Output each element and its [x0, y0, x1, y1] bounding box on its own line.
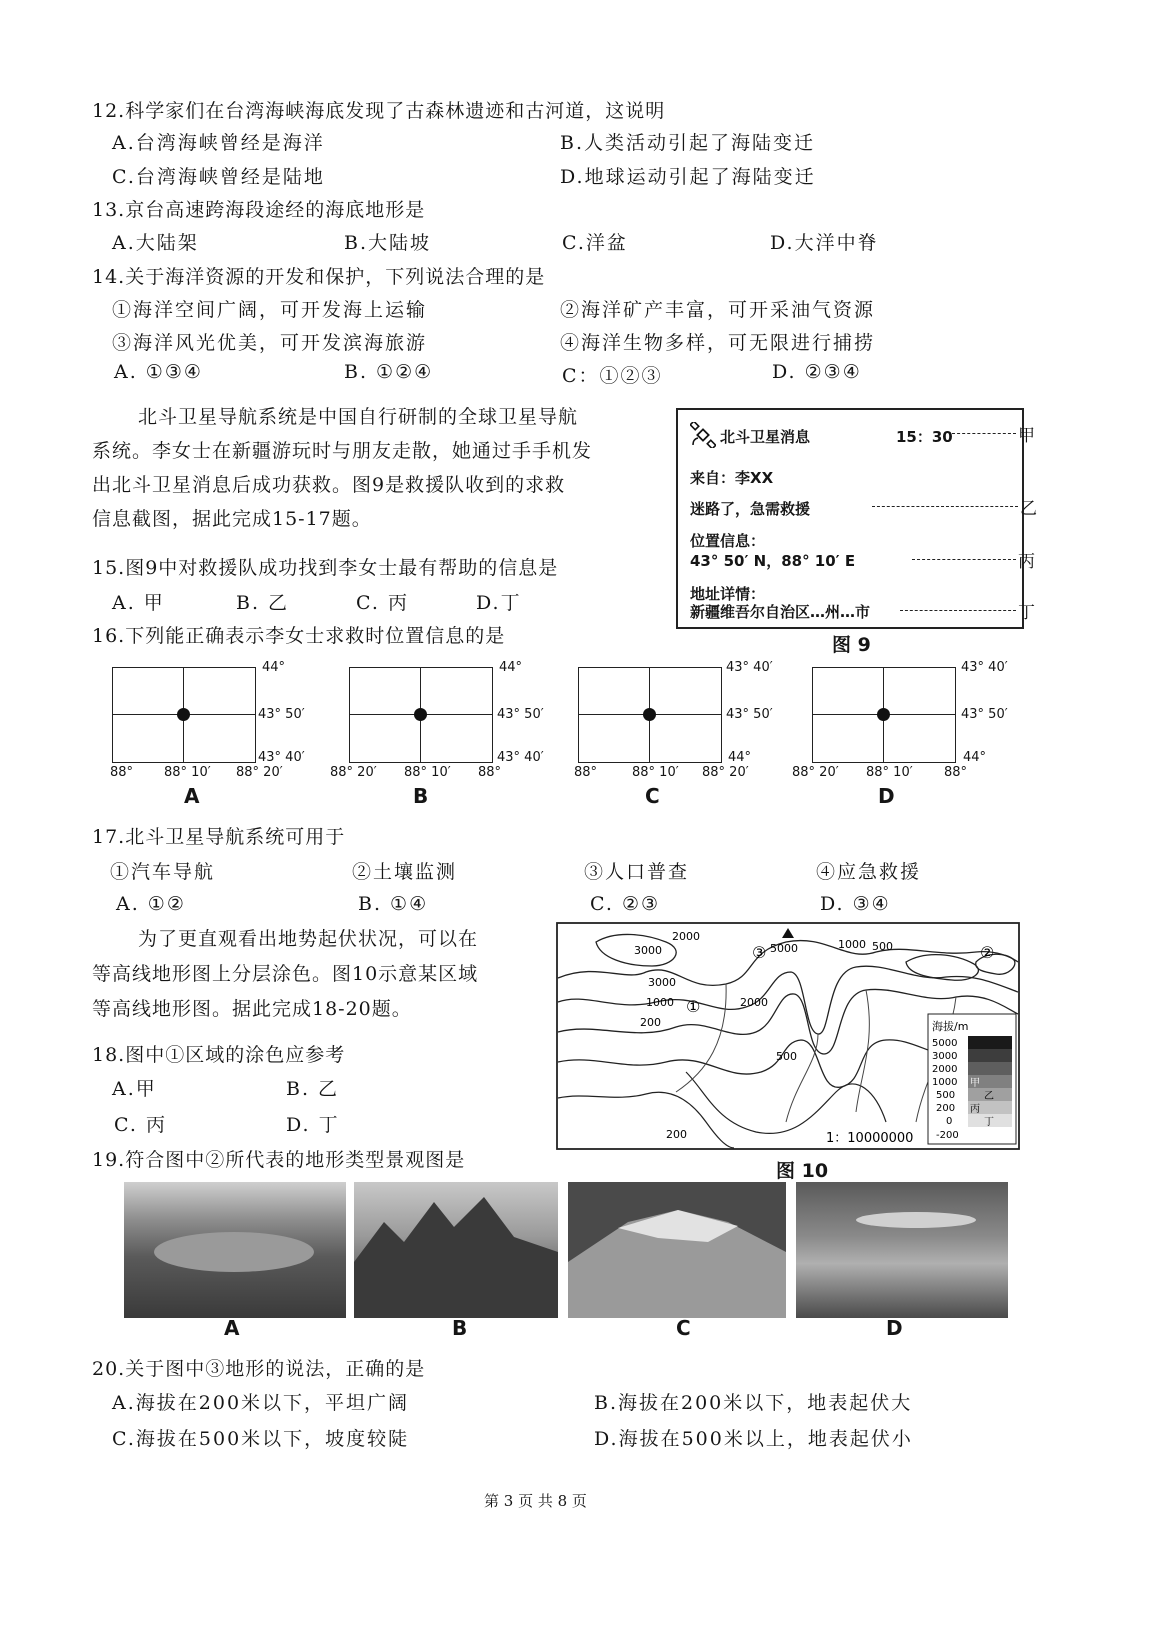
q14-statement-4: ④海洋生物多样，可无限进行捕捞 [560, 332, 876, 354]
fig9-message-box [676, 408, 1024, 629]
q16-grid-a-bot-lat: 43° 40′ [258, 750, 305, 765]
q17-statement-2: ②土壤监测 [352, 861, 458, 883]
fig10-legend-value: 2000 [932, 1064, 958, 1075]
q18-option-a: A.甲 [112, 1078, 157, 1100]
q15-stem: 15.图9中对救援队成功找到李女士最有帮助的信息是 [92, 557, 559, 579]
q16-grid-c-mid-lat: 43° 50′ [726, 707, 773, 722]
q16-grid-c-left-lon: 88° [574, 765, 598, 780]
q14-statement-3: ③海洋风光优美，可开发滨海旅游 [112, 332, 428, 354]
page-footer: 第 3 页 共 8 页 [484, 1492, 587, 1510]
fig9-time: 15：30 [896, 428, 953, 446]
q19-photo-b [354, 1182, 558, 1318]
legend-swatch [968, 1062, 1012, 1075]
fig10-legend-mark: 丙 [970, 1104, 980, 1115]
fig9-tag-jia: 甲 [1018, 426, 1035, 446]
fig10-contour-label: 3000 [634, 944, 662, 957]
q19-stem: 19.符合图中②所代表的地形类型景观图是 [92, 1149, 466, 1171]
fig10-legend-value: 3000 [932, 1051, 958, 1062]
fig10-legend-value: 0 [946, 1116, 953, 1127]
q15-option-d: D.丁 [476, 592, 522, 614]
q20-option-a: A.海拔在200米以下，平坦广阔 [112, 1392, 410, 1414]
fig9-address-value: 新疆维吾尔自治区…州…市 [690, 603, 871, 621]
q19-letter-d: D [886, 1316, 903, 1340]
q16-grid-c [578, 667, 722, 763]
q17-option-c: C. ②③ [590, 893, 661, 915]
q20-stem: 20.关于图中③地形的说法，正确的是 [92, 1358, 426, 1380]
q18-option-c: C. 丙 [114, 1114, 167, 1136]
q16-grid-a-center-lon: 88° 10′ [164, 765, 211, 780]
fig10-contour-label: 200 [666, 1128, 687, 1141]
fig9-position-label: 位置信息： [690, 532, 766, 550]
location-dot [177, 708, 190, 721]
fig10-contour-label: 200 [640, 1016, 661, 1029]
fig10-legend-value: 200 [936, 1103, 956, 1114]
q12-option-d: D.地球运动引起了海陆变迁 [560, 166, 816, 188]
q16-grid-d-right-lon: 88° [944, 765, 968, 780]
q14-option-d: D. ②③④ [772, 361, 862, 383]
fig9-leader-ding [900, 610, 1016, 611]
q16-grid-d-top-lat: 43° 40′ [961, 660, 1008, 675]
fig10-legend-value: 1000 [932, 1077, 958, 1088]
fig10-contour-label: 1000 [838, 938, 866, 951]
q16-grid-c-bot-lat: 44° [728, 750, 752, 765]
fig9-title: 北斗卫星消息 [720, 428, 811, 446]
legend-swatch [968, 1049, 1012, 1062]
q19-letter-b: B [452, 1316, 468, 1340]
q13-stem: 13.京台高速跨海段途经的海底地形是 [92, 199, 426, 221]
location-dot [643, 708, 656, 721]
q16-grid-d-mid-lat: 43° 50′ [961, 707, 1008, 722]
fig10-contour-map [556, 922, 1020, 1150]
q14-statement-2: ②海洋矿产丰富，可开采油气资源 [560, 299, 876, 321]
q16-grid-b-left-lon: 88° 20′ [330, 765, 377, 780]
q14-option-b: B. ①②④ [344, 361, 434, 383]
q14-statement-1: ①海洋空间广阔，可开发海上运输 [112, 299, 428, 321]
q16-stem: 16.下列能正确表示李女士求救时位置信息的是 [92, 625, 506, 647]
q18-option-d: D. 丁 [286, 1114, 340, 1136]
q16-grid-b [349, 667, 493, 763]
q16-grid-c-letter: C [645, 784, 660, 808]
q12-option-c: C.台湾海峡曾经是陆地 [112, 166, 325, 188]
q16-grid-d-letter: D [878, 784, 895, 808]
fig10-contour-label: 2000 [740, 996, 768, 1009]
q16-grid-c-right-lon: 88° 20′ [702, 765, 749, 780]
fig9-address-label: 地址详情： [690, 585, 766, 603]
legend-swatch [968, 1036, 1012, 1049]
fig9-tag-bing: 丙 [1018, 552, 1035, 572]
q15-option-a: A. 甲 [112, 592, 165, 614]
q19-photo-d [796, 1182, 1008, 1318]
q18-stem: 18.图中①区域的涂色应参考 [92, 1044, 346, 1066]
fig9-lost-message: 迷路了，急需救援 [690, 500, 811, 518]
fig10-legend-mark: 丁 [984, 1117, 994, 1128]
q13-option-d: D.大洋中脊 [770, 232, 879, 254]
q18-option-b: B. 乙 [286, 1078, 340, 1100]
fig9-caption: 图 9 [832, 634, 871, 656]
q16-grid-b-bot-lat: 43° 40′ [497, 750, 544, 765]
intro15-line-4: 信息截图，据此完成15-17题。 [92, 508, 372, 530]
fig9-leader-bing [912, 559, 1016, 560]
fig10-region-3: ③ [752, 943, 767, 962]
q16-grid-d-left-lon: 88° 20′ [792, 765, 839, 780]
fig10-contour-label: 3000 [648, 976, 676, 989]
q16-grid-b-top-lat: 44° [499, 660, 523, 675]
fig10-caption: 图 10 [776, 1160, 829, 1182]
fig10-contour-label: 5000 [770, 942, 798, 955]
intro15-line-1: 北斗卫星导航系统是中国自行研制的全球卫星导航 [138, 406, 579, 428]
q13-option-c: C.洋盆 [562, 232, 628, 254]
q13-option-b: B.大陆坡 [344, 232, 432, 254]
q19-letter-c: C [676, 1316, 691, 1340]
q16-grid-b-mid-lat: 43° 50′ [497, 707, 544, 722]
fig9-position-value: 43° 50′ N，88° 10′ E [690, 552, 856, 570]
fig10-region-2: ② [980, 943, 995, 962]
q16-grid-a-letter: A [184, 784, 200, 808]
satellite-icon [690, 422, 716, 448]
q14-option-a: A. ①③④ [114, 361, 203, 383]
fig10-legend-value: -200 [936, 1130, 959, 1141]
fig9-from: 来自：李XX [690, 469, 774, 487]
q20-option-b: B.海拔在200米以下，地表起伏大 [594, 1392, 913, 1414]
intro15-line-2: 系统。李女士在新疆游玩时与朋友走散，她通过手手机发 [92, 440, 593, 462]
q19-letter-a: A [224, 1316, 240, 1340]
intro18-line-1: 为了更直观看出地势起伏状况，可以在 [138, 928, 479, 950]
fig9-tag-yi: 乙 [1020, 499, 1037, 519]
q13-option-a: A.大陆架 [112, 232, 199, 254]
q14-option-c: C：①②③ [562, 365, 663, 387]
q16-grid-d-bot-lat: 44° [963, 750, 987, 765]
q16-grid-a-mid-lat: 43° 50′ [258, 707, 305, 722]
fig9-leader-jia [952, 433, 1016, 434]
q17-option-a: A. ①② [116, 893, 186, 915]
fig10-contour-label: 2000 [672, 930, 700, 943]
fig10-legend-mark: 甲 [970, 1078, 980, 1089]
fig9-leader-yi [872, 506, 1018, 507]
intro18-line-2: 等高线地形图上分层涂色。图10示意某区域 [92, 963, 479, 985]
intro18-line-3: 等高线地形图。据此完成18-20题。 [92, 998, 412, 1020]
intro15-line-3: 出北斗卫星消息后成功获救。图9是救援队收到的求救 [92, 474, 566, 496]
q16-grid-c-center-lon: 88° 10′ [632, 765, 679, 780]
q16-grid-a-top-lat: 44° [262, 660, 286, 675]
q16-grid-b-right-lon: 88° [478, 765, 502, 780]
location-dot [877, 708, 890, 721]
q17-statement-4: ④应急救援 [816, 861, 922, 883]
fig10-legend [928, 1014, 1016, 1144]
q19-photo-a [124, 1182, 346, 1318]
fig10-legend-value: 500 [936, 1090, 956, 1101]
fig10-contour-label: 1000 [646, 996, 674, 1009]
q16-grid-b-letter: B [413, 784, 429, 808]
q12-option-b: B.人类活动引起了海陆变迁 [560, 132, 816, 154]
q16-grid-a-left-lon: 88° [110, 765, 134, 780]
fig10-contour-label: 500 [776, 1050, 797, 1063]
q12-option-a: A.台湾海峡曾经是海洋 [112, 132, 325, 154]
fig10-region-1: ① [686, 997, 701, 1016]
q17-option-d: D. ③④ [820, 893, 891, 915]
q19-photo-c [568, 1182, 786, 1318]
q16-grid-d-center-lon: 88° 10′ [866, 765, 913, 780]
fig10-legend-title: 海拔/m [932, 1020, 969, 1033]
q15-option-b: B. 乙 [236, 592, 290, 614]
q17-option-b: B. ①④ [358, 893, 429, 915]
q17-stem: 17.北斗卫星导航系统可用于 [92, 826, 346, 848]
q16-grid-b-center-lon: 88° 10′ [404, 765, 451, 780]
q16-grid-a [112, 667, 256, 763]
q12-stem: 12.科学家们在台湾海峡海底发现了古森林遗迹和古河道，这说明 [92, 100, 666, 122]
fig9-tag-ding: 丁 [1018, 603, 1035, 623]
q16-grid-d [812, 667, 956, 763]
q17-statement-1: ①汽车导航 [110, 861, 216, 883]
fig10-scale: 1：10000000 [826, 1131, 914, 1146]
fig10-contour-label: 500 [872, 940, 893, 953]
q14-stem: 14.关于海洋资源的开发和保护，下列说法合理的是 [92, 266, 546, 288]
q17-statement-3: ③人口普查 [584, 861, 690, 883]
location-dot [414, 708, 427, 721]
fig10-legend-mark: 乙 [984, 1091, 994, 1102]
fig10-legend-value: 5000 [932, 1038, 958, 1049]
q20-option-c: C.海拔在500米以下，坡度较陡 [112, 1428, 410, 1450]
q16-grid-a-right-lon: 88° 20′ [236, 765, 283, 780]
q20-option-d: D.海拔在500米以上，地表起伏小 [594, 1428, 913, 1450]
q16-grid-c-top-lat: 43° 40′ [726, 660, 773, 675]
q15-option-c: C. 丙 [356, 592, 409, 614]
